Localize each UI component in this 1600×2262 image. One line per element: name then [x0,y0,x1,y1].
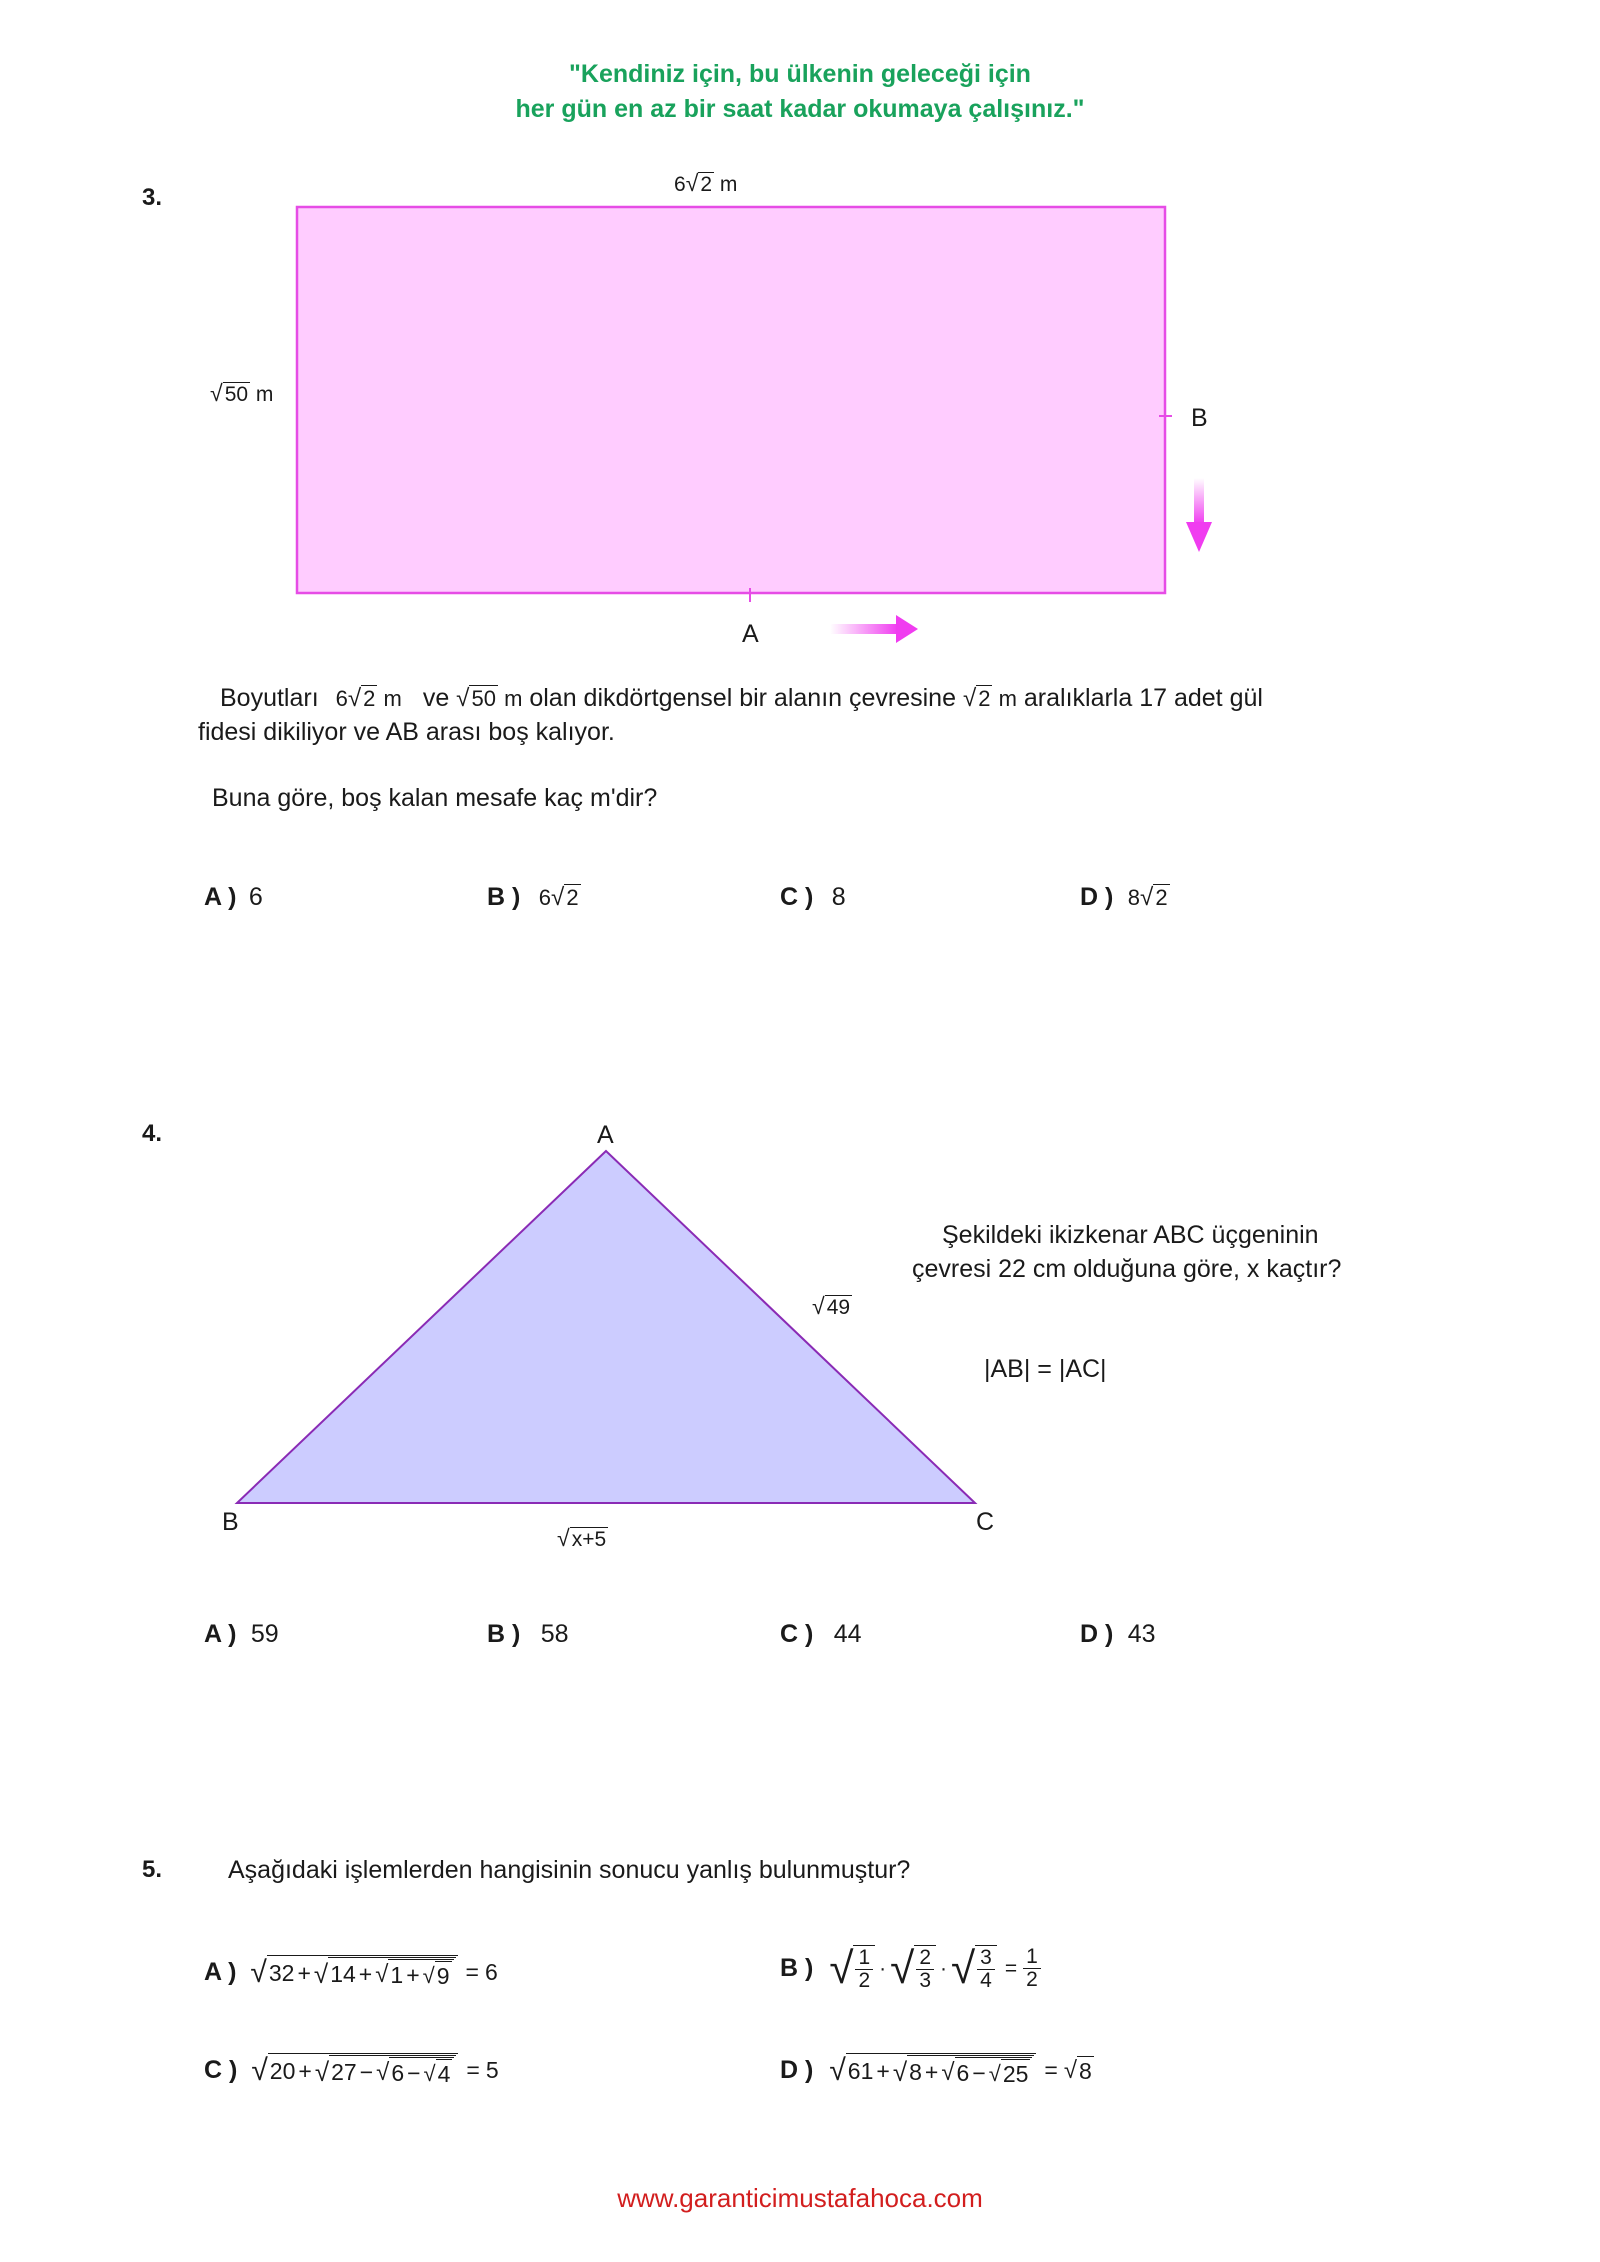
q3-option-a[interactable]: A ) 6 [204,883,263,911]
q4-option-c[interactable]: C ) 44 [780,1620,862,1648]
q3-option-d[interactable]: D ) 8√2 [1080,883,1168,911]
q4-text-line1: Şekildeki ikizkenar ABC üçgeninin [942,1221,1319,1249]
q4-isosceles-triangle [237,1151,975,1503]
q3-rectangle-figure [0,0,1600,700]
q4-side-bc-label: √x+5 [557,1525,607,1551]
quote-line-2: her gün en az bir saat kadar okumaya çalışınız." [515,95,1085,123]
q5-option-b-expression: √ $\frac{1}{2}$ · √ $\frac{2}{3}$ · √ $\frac{3}{4}$ = $\frac{1}{2}$ [829,1945,1040,1992]
q5-question-text: Aşağıdaki işlemlerden hangisinin sonucu yanlış bulunmuştur? [228,1856,911,1884]
q5-option-d-expression: √ 61 + √ 8 + √ 6 − √ 25 = √ 8 [829,2053,1092,2087]
question-5-number: 5. [142,1856,163,1883]
q4-triangle-figure [0,1100,1000,1580]
q3-problem-text-line1: Boyutları 6√2 m ve √50 m olan dikdörtgensel bir alanın çevresine √2 m aralıklarla 17 adet gül [220,684,1263,712]
q4-option-d[interactable]: D ) 43 [1080,1620,1156,1648]
q5-option-d[interactable]: D ) √ 61 + √ 8 + √ 6 − √ 25 = √ 8 [780,2053,1092,2087]
q4-text-line2: çevresi 22 cm olduğuna göre, x kaçtır? [912,1255,1342,1283]
q4-condition: |AB| = |AC| [984,1355,1107,1383]
q3-down-arrow-icon [1186,478,1212,552]
question-3-number: 3. [142,184,163,211]
q3-point-b-label: B [1191,404,1208,432]
q4-vertex-c-label: C [976,1508,995,1536]
q4-side-ac-label: √49 [812,1293,851,1319]
q4-option-a[interactable]: A ) 59 [204,1620,279,1648]
q4-vertex-b-label: B [222,1508,239,1536]
q3-option-c[interactable]: C ) 8 [780,883,846,911]
q3-option-b[interactable]: B ) 6√2 [487,883,579,911]
q4-option-b[interactable]: B ) 58 [487,1620,569,1648]
q3-point-a-label: A [742,620,759,648]
q5-option-c-expression: √ 20 + √ 27 − √ 6 − √ 4 = 5 [251,2053,499,2087]
q5-option-a-expression: √ 32 + √ 14 + √ 1 + √ 9 = 6 [250,1955,498,1989]
q5-option-c[interactable]: C ) √ 20 + √ 27 − √ 6 − √ 4 = 5 [204,2053,499,2087]
footer-website-link[interactable]: www.garanticimustafahoca.com [617,2183,983,2213]
q3-left-dimension-label: √50 m [210,380,274,406]
quote-line-1: "Kendiniz için, bu ülkenin geleceği için [569,60,1031,88]
q3-top-dimension-label: 6√2 m [674,170,738,196]
q3-right-arrow-icon [830,615,918,643]
q3-problem-text-line2: fidesi dikiliyor ve AB arası boş kalıyor. [198,718,615,746]
q5-option-b[interactable]: B ) √ $\frac{1}{2}$ · √ $\frac{2}{3}$ · √ $\frac{3}{4}$ = $\frac{1}{2}$ [780,1945,1041,1992]
q3-question-text: Buna göre, boş kalan mesafe kaç m'dir? [212,784,658,812]
q5-option-a[interactable]: A ) √ 32 + √ 14 + √ 1 + √ 9 = 6 [204,1955,498,1989]
q3-garden-rectangle [297,207,1165,593]
q4-vertex-a-label: A [597,1121,614,1149]
question-4-number: 4. [142,1120,163,1147]
